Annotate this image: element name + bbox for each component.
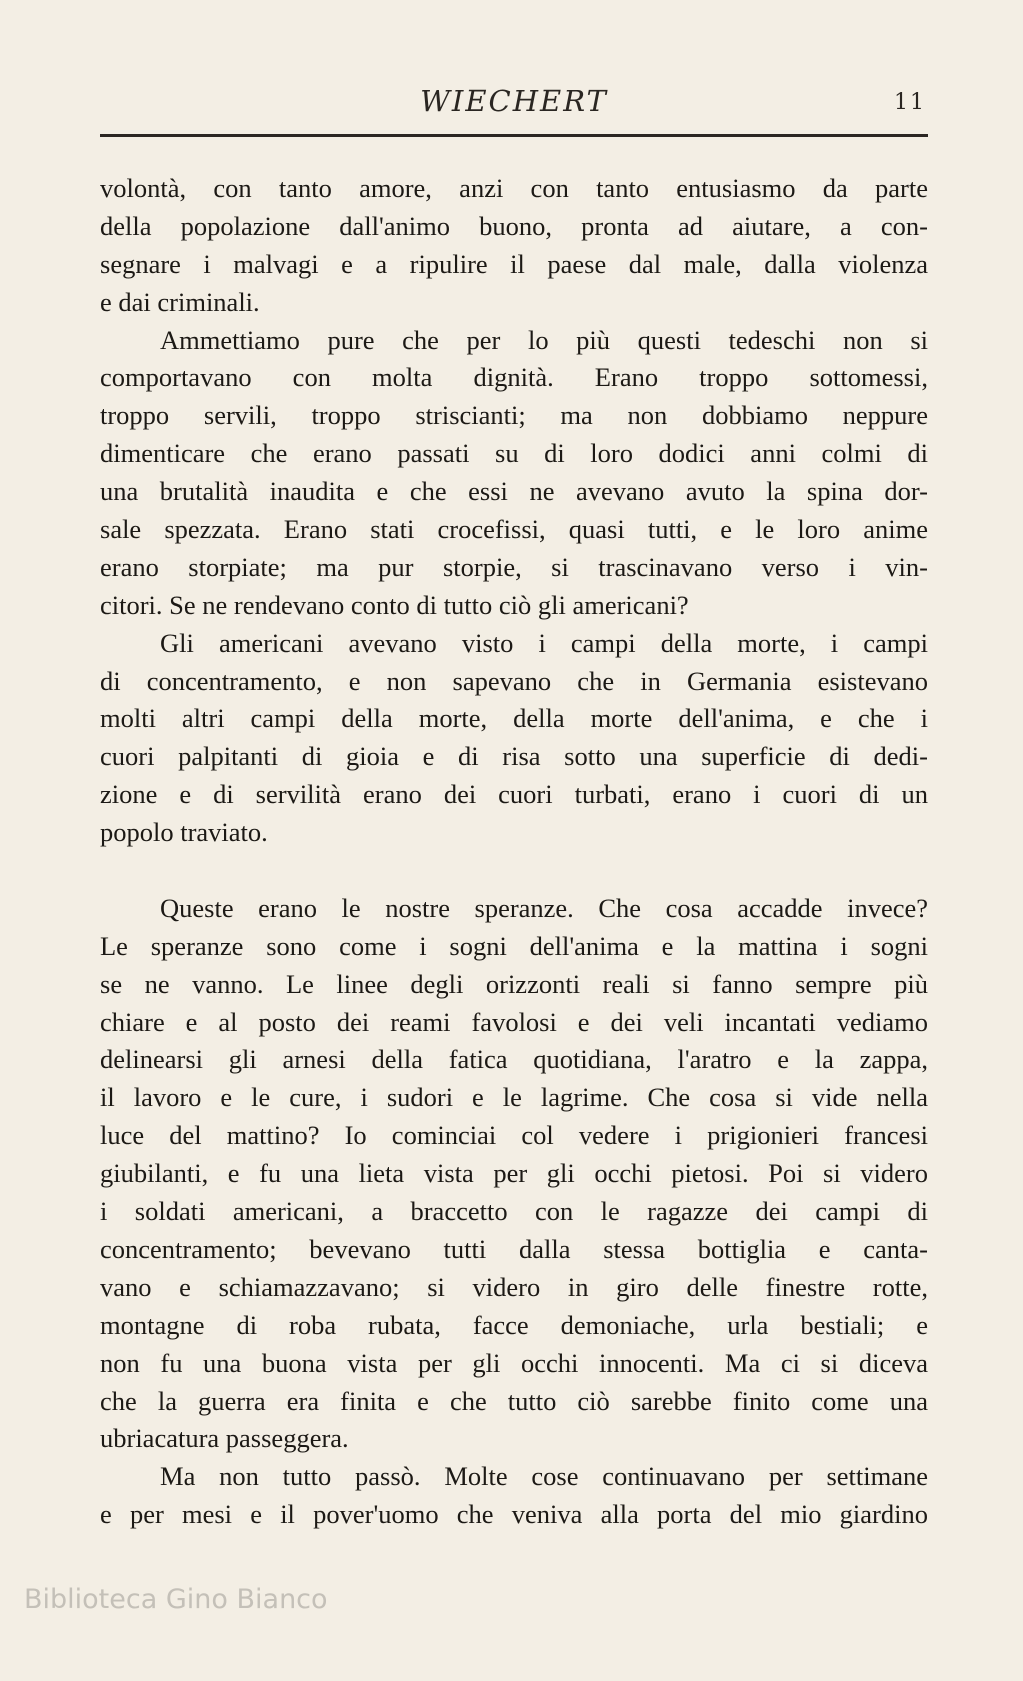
- text-line: volontà, con tanto amore, anzi con tanto entusiasmo da parte: [100, 173, 928, 203]
- text-line: segnare i malvagi e a ripulire il paese dal male, dalla violenza: [100, 248, 928, 279]
- text-line: chiare e al posto dei reami favolosi e dei veli incantati vediamo: [100, 1006, 928, 1037]
- text-line: troppo servili, troppo striscianti; ma non dobbiamo neppure: [100, 400, 928, 431]
- text-line: ubriacatura passeggera.: [100, 1423, 349, 1454]
- text-line: della popolazione dall'animo buono, pronta ad aiutare, a con-: [100, 210, 928, 241]
- text-line: Queste erano le nostre speranze. Che cosa accadde invece?: [160, 892, 928, 923]
- text-line: dimenticare che erano passati su di loro dodici anni colmi di: [100, 438, 928, 469]
- text-line: citori. Se ne rendevano conto di tutto ciò gli americani?: [100, 589, 689, 620]
- text-line: e dai criminali.: [100, 286, 260, 317]
- text-line: non fu una buona vista per gli occhi innocenti. Ma ci si diceva: [100, 1347, 928, 1378]
- text-line: comportavano con molta dignità. Erano troppo sottomessi,: [100, 362, 928, 393]
- text-line: di concentramento, e non sapevano che in Germania esistevano: [100, 665, 928, 696]
- text-line: sale spezzata. Erano stati crocefissi, quasi tutti, e le loro anime: [100, 514, 928, 545]
- text-line: Ammettiamo pure che per lo più questi tedeschi non si: [160, 324, 928, 355]
- body-text: [100, 170, 928, 1534]
- text-line: montagne di roba rubata, facce demoniache, urla bestiali; e: [100, 1309, 928, 1340]
- text-line: che la guerra era finita e che tutto ciò sarebbe finito come una: [100, 1385, 928, 1416]
- header-rule: [100, 134, 928, 137]
- text-line: il lavoro e le cure, i sudori e le lagrime. Che cosa si vide nella: [100, 1082, 928, 1113]
- text-line: una brutalità inaudita e che essi ne avevano avuto la spina dor-: [100, 476, 928, 507]
- library-watermark: Biblioteca Gino Bianco: [24, 1584, 328, 1615]
- text-line: se ne vanno. Le linee degli orizzonti reali si fanno sempre più: [100, 968, 928, 999]
- text-line: vano e schiamazzavano; si videro in giro delle finestre rotte,: [100, 1271, 928, 1302]
- text-line: concentramento; bevevano tutti dalla stessa bottiglia e canta-: [100, 1233, 928, 1264]
- text-line: Gli americani avevano visto i campi della morte, i campi: [160, 627, 928, 658]
- text-line: Le speranze sono come i sogni dell'anima e la mattina i sogni: [100, 930, 928, 961]
- page-number: 11: [894, 90, 926, 115]
- text-line: delinearsi gli arnesi della fatica quotidiana, l'aratro e la zappa,: [100, 1044, 928, 1075]
- running-head-title: WIECHERT: [420, 84, 608, 118]
- text-line: erano storpiate; ma pur storpie, si trascinavano verso i vin-: [100, 551, 928, 582]
- text-line: zione e di servilità erano dei cuori turbati, erano i cuori di un: [100, 779, 928, 810]
- text-line: molti altri campi della morte, della morte dell'anima, e che i: [100, 703, 928, 734]
- text-line: i soldati americani, a braccetto con le ragazze dei campi di: [100, 1196, 928, 1227]
- text-line: luce del mattino? Io cominciai col vedere i prigionieri francesi: [100, 1120, 928, 1151]
- running-header: [100, 84, 928, 124]
- text-line: e per mesi e il pover'uomo che veniva alla porta del mio giardino: [100, 1499, 928, 1530]
- text-line: cuori palpitanti di gioia e di risa sotto una superficie di dedi-: [100, 741, 928, 772]
- text-line: Ma non tutto passò. Molte cose continuavano per settimane: [160, 1461, 928, 1492]
- text-line: giubilanti, e fu una lieta vista per gli occhi pietosi. Poi si videro: [100, 1158, 928, 1189]
- section-break: [100, 852, 928, 890]
- text-line: popolo traviato.: [100, 817, 268, 848]
